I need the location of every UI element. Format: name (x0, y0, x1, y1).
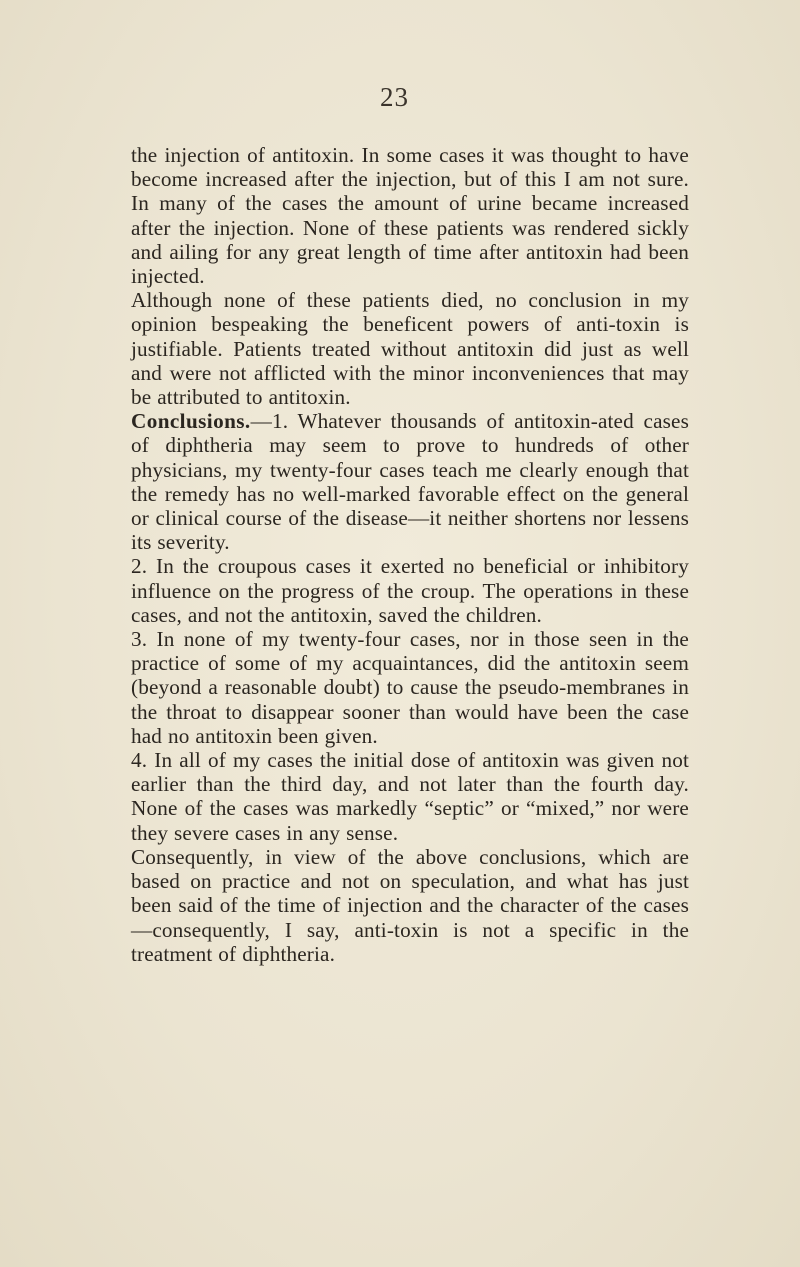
paragraph-text: Although none of these patients died, no conclusion in my opinion bespeaking the beneficent powers of anti-toxin is justifiable. Patients treated without antitoxin did just as well and were not afflicted with the minor inconveniences that may be attributed to antitoxin. (131, 288, 689, 410)
conclusion-item-3 (131, 627, 689, 748)
paragraph-text: —1. Whatever thousands of antitoxin-ated cases of diphtheria may seem to prove to hundreds of other physicians, my twenty-four cases teach me clearly enough that the remedy has no well-marked favorable effect on the general or clinical course of the disease—it neither shortens nor lessens its severity. (131, 409, 689, 555)
paragraph-conclusions (131, 409, 689, 554)
paragraph-text: Consequently, in view of the above conclusions, which are based on practice and not on speculation, and what has just been said of the time of injection and the character of the cases—consequently, I say, anti-toxin is not a specific in the treatment of diphtheria. (131, 844, 689, 966)
conclusion-item-2 (131, 554, 689, 627)
paragraph-no-conclusion (131, 288, 689, 409)
paragraph-final-conclusion (131, 845, 689, 966)
paragraph-text: 4. In all of my cases the initial dose of antitoxin was given not earlier than the third day, and not later than the fourth day. None of the cases was markedly “septic” or “mixed,” nor were they severe cases in any sense. (131, 748, 689, 845)
body-text (131, 143, 689, 966)
page-number: 23 (380, 82, 409, 112)
conclusions-heading: Conclusions. (131, 409, 251, 434)
paragraph-continuation (131, 143, 689, 288)
conclusion-item-4 (131, 748, 689, 845)
paragraph-text: 3. In none of my twenty-four cases, nor in those seen in the practice of some of my acquaintances, did the antitoxin seem (beyond a reasonable doubt) to cause the pseudo-membranes in the throat to disappear sooner than would have been the case had no antitoxin been given. (131, 627, 689, 748)
paragraph-text: the injection of antitoxin. In some cases it was thought to have become increased after the injection, but of this I am not sure. In many of the cases the amount of urine became increased after the injection. None of these patients was rendered sickly and ailing for any great length of time after antitoxin had been injected. (131, 143, 689, 289)
paragraph-text: 2. In the croupous cases it exerted no beneficial or inhibitory influence on the progress of the croup. The operations in these cases, and not the antitoxin, saved the children. (131, 554, 689, 627)
